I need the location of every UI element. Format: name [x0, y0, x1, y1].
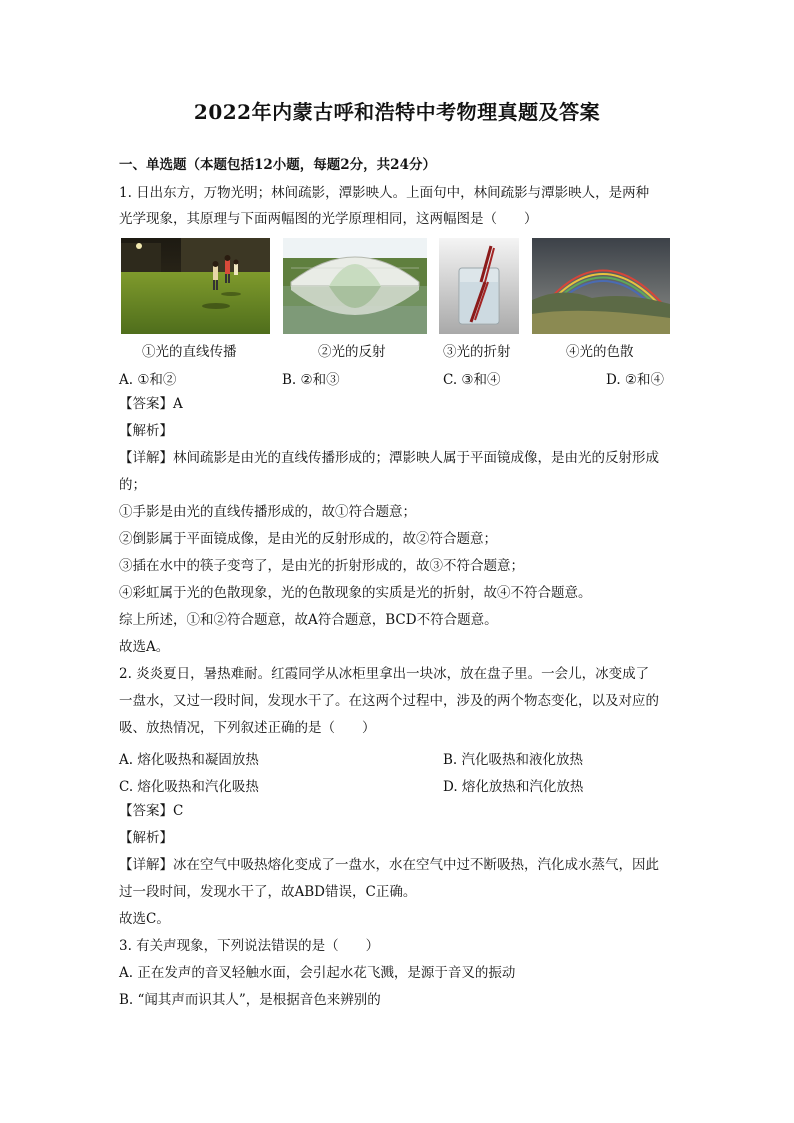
q2-answer: 【答案】C — [119, 803, 184, 819]
figure-bridge-reflection-photo — [283, 238, 427, 334]
page-title: 2022年内蒙古呼和浩特中考物理真题及答案 — [193, 100, 601, 124]
q2-option-d: D. 熔化放热和汽化放热 — [443, 779, 584, 795]
section-heading: 一、单选题（本题包括12小题，每题2分，共24分） — [119, 157, 436, 173]
q2-stem-line-1: 2. 炎炎夏日，暑热难耐。红霞同学从冰柜里拿出一块冰，放在盘子里。一会儿，冰变成了 — [119, 666, 650, 682]
figure-chopstick-refraction-photo — [439, 238, 519, 334]
figure-rainbow-photo — [532, 238, 670, 334]
q3-option-b: B. “闻其声而识其人”，是根据音色来辨别的 — [119, 992, 381, 1008]
q1-option-a: A. ①和② — [119, 372, 177, 388]
q1-choice: 故选A。 — [119, 639, 170, 655]
q1-detail-item-1: ①手影是由光的直线传播形成的，故①符合题意； — [119, 504, 416, 520]
q3-option-a: A. 正在发声的音叉轻触水面，会引起水花飞溅，是源于音叉的振动 — [119, 965, 516, 981]
q1-summary: 综上所述，①和②符合题意，故A符合题意，BCD不符合题意。 — [119, 612, 498, 628]
q1-stem-line-1: 1. 日出东方，万物光明；林间疏影，潭影映人。上面句中，林间疏影与潭影映人，是两种 — [119, 185, 650, 201]
q1-analysis-label: 【解析】 — [119, 423, 173, 439]
q1-option-d: D. ②和④ — [606, 372, 665, 388]
q2-detail-line-2: 过一段时间，发现水干了，故ABD错误，C正确。 — [119, 884, 417, 900]
caption-1: ①光的直线传播 — [142, 344, 237, 360]
caption-3: ③光的折射 — [443, 344, 511, 360]
q1-detail-item-4: ④彩虹属于光的色散现象，光的色散现象的实质是光的折射，故④不符合题意。 — [119, 585, 592, 601]
q1-answer: 【答案】A — [119, 396, 183, 412]
q2-option-b: B. 汽化吸热和液化放热 — [443, 752, 584, 768]
q2-choice: 故选C。 — [119, 911, 170, 927]
caption-2: ②光的反射 — [318, 344, 386, 360]
q1-detail-item-2: ②倒影属于平面镜成像，是由光的反射形成的，故②符合题意； — [119, 531, 497, 547]
q2-analysis-label: 【解析】 — [119, 830, 173, 846]
q1-detail-item-3: ③插在水中的筷子变弯了，是由光的折射形成的，故③不符合题意； — [119, 558, 524, 574]
q2-stem-line-2: 一盘水，又过一段时间，发现水干了。在这两个过程中，涉及的两个物态变化，以及对应的 — [119, 693, 659, 709]
q2-detail-line-1: 【详解】冰在空气中吸热熔化变成了一盘水，水在空气中过不断吸热，汽化成水蒸气，因此 — [119, 857, 659, 873]
q1-option-c: C. ③和④ — [443, 372, 501, 388]
q2-stem-line-3: 吸、放热情况，下列叙述正确的是（ ） — [119, 720, 376, 736]
q1-detail-line-2: 的； — [119, 477, 146, 493]
figure-shadow-photo — [121, 238, 270, 334]
q3-stem: 3. 有关声现象，下列说法错误的是（ ） — [119, 938, 380, 954]
q1-option-b: B. ②和③ — [282, 372, 340, 388]
q1-figure-row — [119, 238, 675, 336]
q1-detail-line-1: 【详解】林间疏影是由光的直线传播形成的；潭影映人属于平面镜成像，是由光的反射形成 — [119, 450, 659, 466]
caption-4: ④光的色散 — [566, 344, 634, 360]
q2-option-c: C. 熔化吸热和汽化吸热 — [119, 779, 259, 795]
q2-option-a: A. 熔化吸热和凝固放热 — [119, 752, 259, 768]
q1-stem-line-2: 光学现象，其原理与下面两幅图的光学原理相同，这两幅图是（ ） — [119, 211, 538, 227]
